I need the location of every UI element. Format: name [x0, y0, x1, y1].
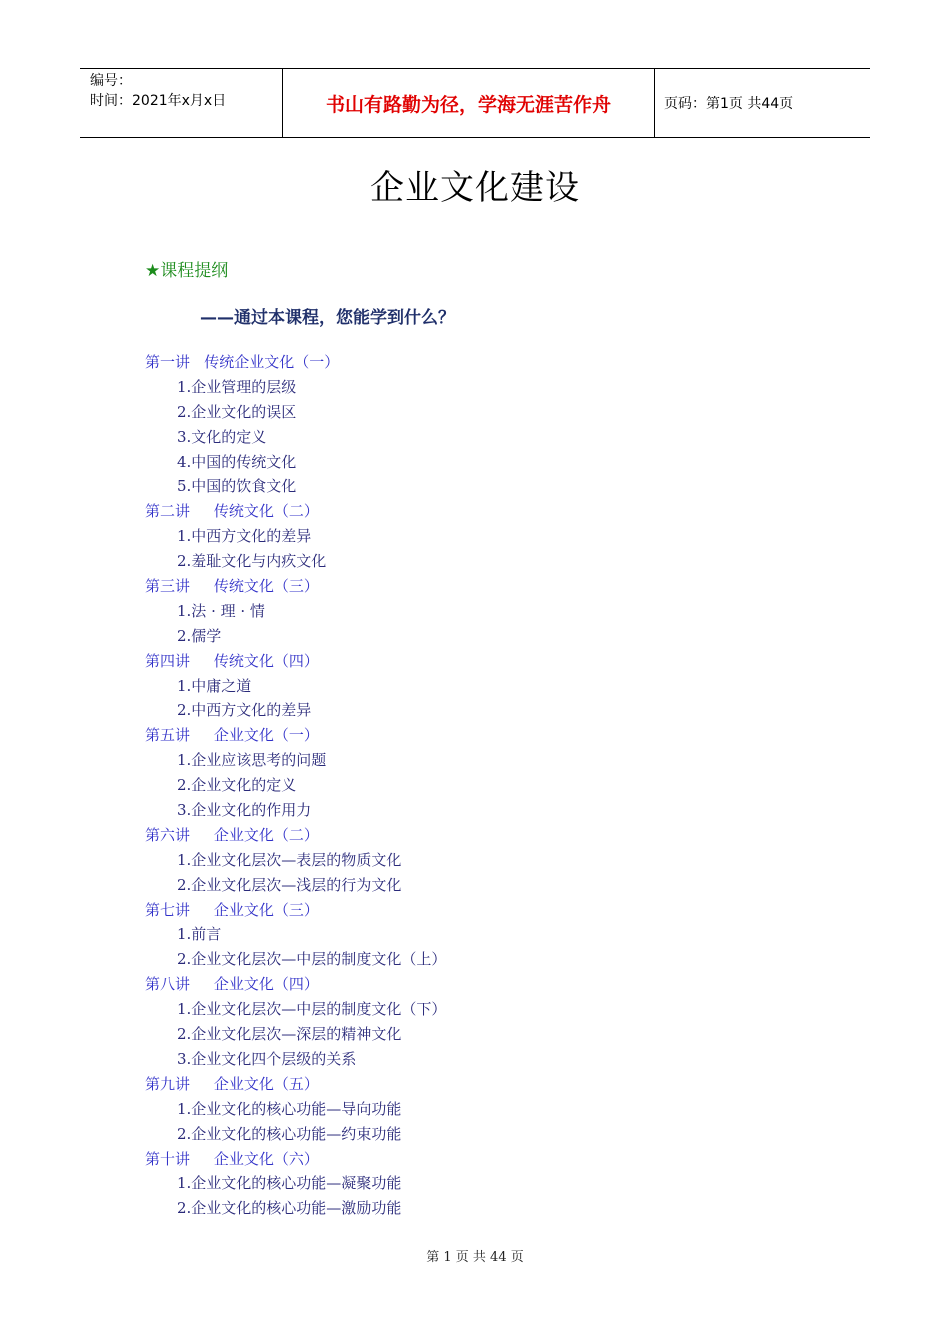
lecture-heading: 第七讲 企业文化（三） [145, 900, 319, 919]
serial-label: 编号： [90, 73, 132, 89]
lecture-topic: 1.前言 [177, 925, 222, 944]
outline-subtitle: ——通过本课程，您能学到什么？ [200, 308, 455, 328]
lecture-topic: 1.法 · 理 · 情 [177, 601, 265, 620]
lecture-topic: 5.中国的饮食文化 [177, 477, 297, 496]
lecture-topic: 2.企业文化的核心功能—激励功能 [177, 1199, 402, 1218]
lecture-topic: 2.企业文化的核心功能—约束功能 [177, 1124, 402, 1143]
lecture-topic: 1.企业应该思考的问题 [177, 751, 327, 770]
lecture-heading: 第二讲 传统文化（二） [145, 502, 319, 521]
lecture-heading: 第四讲 传统文化（四） [145, 651, 319, 670]
lecture-topic: 3.文化的定义 [177, 427, 267, 446]
header-motto: 书山有路勤为径，学海无涯苦作舟 [282, 69, 655, 137]
lecture-topic: 1.中庸之道 [177, 676, 252, 695]
lecture-topic: 2.儒学 [177, 626, 222, 645]
lecture-topic: 3.企业文化四个层级的关系 [177, 1049, 357, 1068]
lecture-topic: 2.企业文化层次—中层的制度文化（上） [177, 950, 447, 969]
lecture-topic: 2.羞耻文化与内疚文化 [177, 552, 327, 571]
page-header [80, 68, 870, 138]
header-page-info: 页码：第1页 共44页 [664, 96, 794, 112]
lecture-heading: 第六讲 企业文化（二） [145, 825, 319, 844]
lecture-topic: 2.企业文化的误区 [177, 402, 297, 421]
lecture-topic: 1.企业文化的核心功能—导向功能 [177, 1099, 402, 1118]
table-of-contents [145, 350, 845, 1221]
lecture-topic: 1.中西方文化的差异 [177, 527, 312, 546]
lecture-topic: 1.企业管理的层级 [177, 377, 297, 396]
lecture-heading: 第九讲 企业文化（五） [145, 1074, 319, 1093]
lecture-heading: 第一讲 传统企业文化（一） [145, 353, 340, 371]
lecture-topic: 2.中西方文化的差异 [177, 701, 312, 720]
outline-heading: ★课程提纲 [145, 261, 229, 281]
lecture-heading: 第三讲 传统文化（三） [145, 577, 319, 596]
header-info-cell [80, 69, 282, 137]
lecture-topic: 1.企业文化的核心功能—凝聚功能 [177, 1174, 402, 1193]
lecture-topic: 1.企业文化层次—中层的制度文化（下） [177, 1000, 447, 1019]
time-label: 时间：2021年x月x日 [90, 93, 227, 109]
lecture-heading: 第八讲 企业文化（四） [145, 975, 319, 994]
lecture-topic: 3.企业文化的作用力 [177, 801, 312, 820]
page-footer: 第 1 页 共 44 页 [426, 1250, 524, 1265]
lecture-topic: 4.中国的传统文化 [177, 452, 297, 471]
lecture-topic: 2.企业文化层次—深层的精神文化 [177, 1025, 402, 1044]
lecture-topic: 1.企业文化层次—表层的物质文化 [177, 850, 402, 869]
lecture-heading: 第五讲 企业文化（一） [145, 726, 319, 745]
document-title: 企业文化建设 [370, 168, 580, 208]
lecture-topic: 2.企业文化层次—浅层的行为文化 [177, 875, 402, 894]
lecture-topic: 2.企业文化的定义 [177, 776, 297, 795]
lecture-heading: 第十讲 企业文化（六） [145, 1149, 319, 1168]
